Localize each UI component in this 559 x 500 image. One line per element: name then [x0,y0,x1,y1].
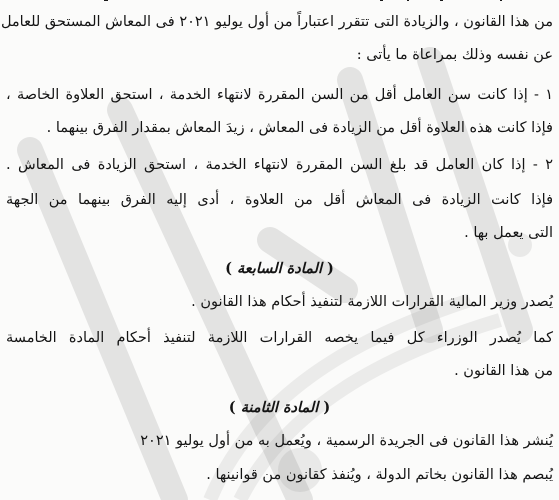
article-heading [0,259,559,279]
paragraph-line: من هذا القانون . [454,363,553,379]
paragraph-line: فإذا كانت الزيادة فى المعاش أقل من العلاوة ، أدى إليه الفرق بينهما من الجهة [6,192,553,208]
heading-title: المادة الثامنة [240,399,319,416]
paragraph-line: عن نفسه وذلك بمراعاة ما يأتى : [356,47,553,63]
paragraph-line: يُصدر وزير المالية القرارات اللازمة لتنفيذ أحكام هذا القانون . [191,294,553,310]
heading-paren-close: ) [225,260,232,277]
paragraph-line: يُنشر هذا القانون فى الجريدة الرسمية ، ويُعمل به من أول يوليو ٢٠٢١ [140,433,553,449]
paragraph-line: التى يعمل بها . [464,225,553,241]
heading-paren-close: ) [228,399,236,416]
paragraph-line: كما يُصدر الوزراء كل فيما يخصه القرارات اللازمة لتنفيذ أحكام المادة الخامسة [6,330,553,346]
paragraph-line: ١ - إذا كانت سن العامل أقل من السن المقررة لانتهاء الخدمة ، استحق العلاوة الخاصة ، [6,87,553,103]
heading-title: المادة السابعة [237,260,322,277]
heading-paren-open: ( [323,399,331,416]
cut-off-line [0,0,559,8]
paragraph-line: فإذا كانت هذه العلاوة أقل من الزيادة فى المعاش ، زيدَ المعاش بمقدار الفرق بينهما . [46,120,553,136]
paragraph-line: من هذا القانون ، والزيادة التى تتقرر اعتباراً من أول يوليو ٢٠٢١ فى المعاش المستحق للعامل [0,14,553,30]
heading-paren-open: ( [327,260,334,277]
article-heading [0,398,559,418]
paragraph-line: يُبصم هذا القانون بخاتم الدولة ، ويُنفذ كقانون من قوانينها . [206,467,553,483]
paragraph-line: ٢ - إذا كان العامل قد بلغ السن المقررة لانتهاء الخدمة ، استحق الزيادة فى المعاش . [6,157,553,173]
